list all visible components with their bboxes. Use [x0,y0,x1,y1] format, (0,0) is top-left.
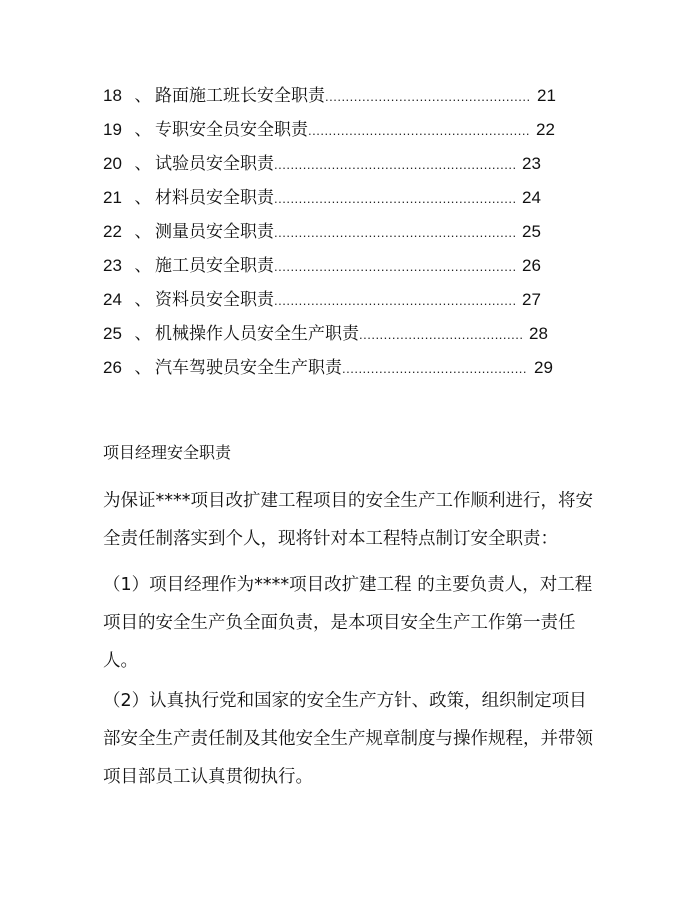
toc-entry-title: 专职安全员安全职责 [155,120,308,140]
toc-entry-title: 施工员安全职责 [155,256,274,276]
toc-dot-leader [325,85,531,109]
toc-entry-separator: 、 [134,188,152,208]
table-of-contents [103,84,573,390]
toc-entry-page: 27 [522,290,541,309]
toc-entry-separator: 、 [134,358,152,378]
toc-entry-number: 21 [103,188,122,207]
toc-entry-separator: 、 [134,324,152,344]
toc-dot-leader [308,119,530,143]
toc-entry-19[interactable] [103,118,573,152]
toc-entry-page: 28 [529,324,548,343]
toc-entry-20[interactable] [103,152,573,186]
toc-entry-22[interactable] [103,220,573,254]
toc-entry-title: 材料员安全职责 [155,188,274,208]
toc-entry-number: 24 [103,290,122,309]
toc-entry-page: 23 [522,154,541,173]
toc-entry-title: 资料员安全职责 [155,290,274,310]
toc-dot-leader [274,221,516,245]
toc-entry-page: 21 [537,86,556,105]
toc-entry-number: 22 [103,222,122,241]
toc-entry-number: 19 [103,120,122,139]
toc-entry-number: 26 [103,358,122,377]
toc-entry-number: 18 [103,86,122,105]
toc-entry-separator: 、 [134,154,152,174]
toc-entry-separator: 、 [134,120,152,140]
toc-entry-page: 26 [522,256,541,275]
toc-entry-number: 25 [103,324,122,343]
duty-paragraph-1: （1）项目经理作为****项目改扩建工程 的主要负责人，对工程项目的安全生产负全面负责，是本项目安全生产工作第一责任人。 [103,575,593,671]
toc-entry-page: 29 [534,358,553,377]
section-heading: 项目经理安全职责 [103,443,232,462]
toc-entry-26[interactable] [103,356,573,390]
toc-dot-leader [274,289,516,313]
toc-entry-title: 路面施工班长安全职责 [155,86,325,106]
intro-paragraph: 为保证****项目改扩建工程项目的安全生产工作顺利进行，将安全责任制落实到个人，现将针对本工程特点制订安全职责： [103,491,593,549]
toc-entry-page: 22 [536,120,555,139]
toc-entry-page: 24 [522,188,541,207]
toc-dot-leader [359,323,523,347]
toc-dot-leader [274,187,516,211]
duty-paragraph-2: （2）认真执行党和国家的安全生产方针、政策，组织制定项目部安全生产责任制及其他安全生产规章制度与操作规程，并带领项目部员工认真贯彻执行。 [103,691,593,787]
toc-entry-25[interactable] [103,322,573,356]
toc-entry-title: 机械操作人员安全生产职责 [155,324,359,344]
toc-entry-page: 25 [522,222,541,241]
toc-entry-title: 汽车驾驶员安全生产职责 [155,358,342,378]
toc-dot-leader [274,153,516,177]
toc-entry-23[interactable] [103,254,573,288]
toc-entry-separator: 、 [134,86,152,106]
toc-entry-21[interactable] [103,186,573,220]
toc-entry-title: 测量员安全职责 [155,222,274,242]
toc-entry-separator: 、 [134,222,152,242]
toc-entry-18[interactable] [103,84,573,118]
toc-entry-24[interactable] [103,288,573,322]
toc-entry-title: 试验员安全职责 [155,154,274,174]
toc-dot-leader [342,357,528,381]
toc-entry-separator: 、 [134,256,152,276]
toc-dot-leader [274,255,516,279]
toc-entry-number: 20 [103,154,122,173]
toc-entry-separator: 、 [134,290,152,310]
toc-entry-number: 23 [103,256,122,275]
